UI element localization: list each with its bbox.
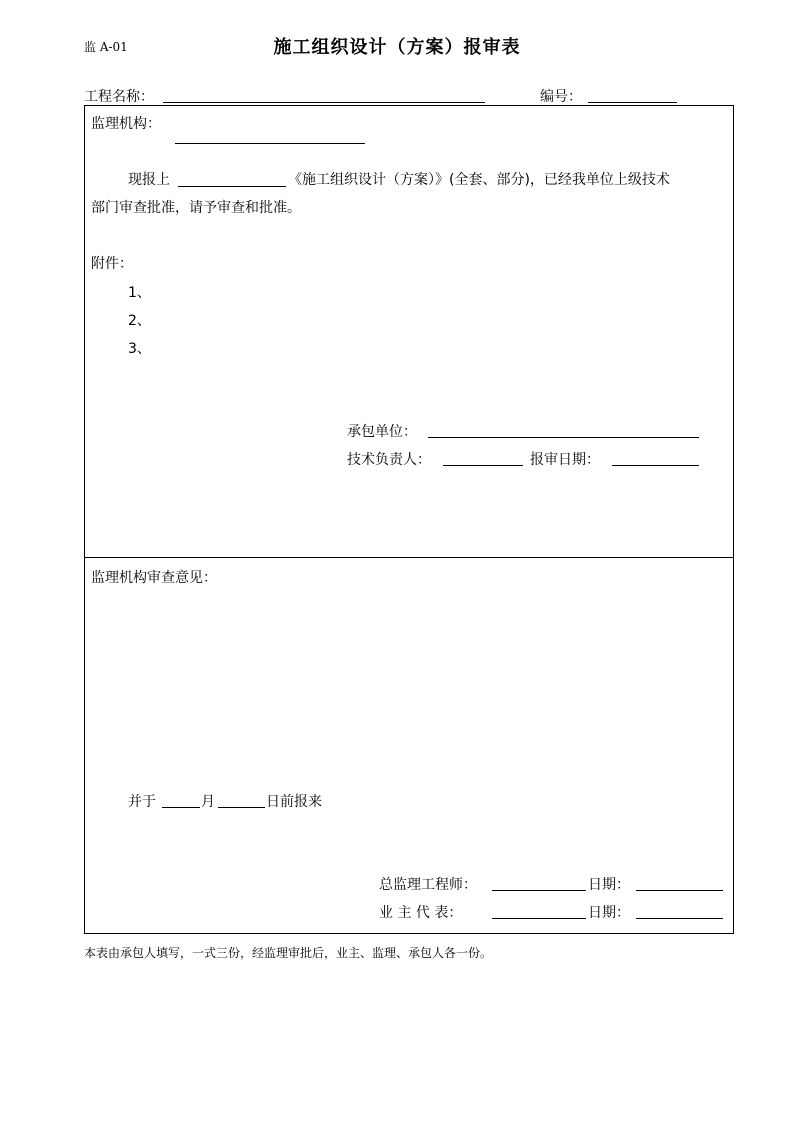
report-date-field[interactable] bbox=[612, 465, 699, 466]
date-label: 日期： bbox=[588, 905, 630, 921]
tech-lead-label: 技术负责人： bbox=[347, 452, 431, 468]
opinion-label: 监理机构审查意见： bbox=[91, 570, 217, 586]
deadline-month-field[interactable] bbox=[162, 807, 200, 808]
agency-field[interactable] bbox=[175, 143, 365, 144]
number-field[interactable] bbox=[588, 102, 677, 103]
attachments-label: 附件： bbox=[91, 256, 133, 272]
form-box bbox=[84, 105, 734, 934]
deadline-month: 月 bbox=[201, 794, 215, 810]
attachment-item: 3、 bbox=[128, 341, 151, 357]
owner-rep-date-field[interactable] bbox=[636, 918, 723, 919]
attachment-item: 1、 bbox=[128, 285, 151, 301]
section-divider bbox=[84, 557, 734, 558]
project-name-label: 工程名称： bbox=[84, 89, 154, 105]
contractor-field[interactable] bbox=[428, 437, 699, 438]
chief-engineer-date-field[interactable] bbox=[636, 890, 723, 891]
date-label: 日期： bbox=[588, 877, 630, 893]
chief-engineer-field[interactable] bbox=[492, 890, 586, 891]
contractor-label: 承包单位： bbox=[347, 424, 417, 440]
attachment-item: 2、 bbox=[128, 313, 151, 329]
agency-label: 监理机构： bbox=[91, 116, 161, 132]
deadline-prefix: 并于 bbox=[128, 794, 156, 810]
report-line-2: 部门审查批准，请予审查和批准。 bbox=[91, 200, 301, 216]
number-label: 编号： bbox=[540, 89, 582, 105]
report-suffix: 《施工组织设计（方案）》(全套、部分)，已经我单位上级技术 bbox=[288, 172, 670, 188]
project-name-field[interactable] bbox=[163, 102, 485, 103]
footnote: 本表由承包人填写，一式三份，经监理审批后，业主、监理、承包人各一份。 bbox=[84, 946, 493, 960]
form-code: 监 A-01 bbox=[84, 40, 128, 54]
tech-lead-field[interactable] bbox=[443, 465, 523, 466]
page-title: 施工组织设计（方案）报审表 bbox=[273, 37, 521, 58]
deadline-day-field[interactable] bbox=[218, 807, 265, 808]
report-prefix: 现报上 bbox=[128, 172, 170, 188]
report-date-label: 报审日期： bbox=[530, 452, 600, 468]
owner-rep-label: 业 主 代 表： bbox=[379, 905, 463, 921]
chief-engineer-label: 总监理工程师： bbox=[379, 877, 477, 893]
owner-rep-field[interactable] bbox=[492, 918, 586, 919]
report-org-field[interactable] bbox=[178, 186, 286, 187]
deadline-suffix: 日前报来 bbox=[266, 794, 322, 810]
